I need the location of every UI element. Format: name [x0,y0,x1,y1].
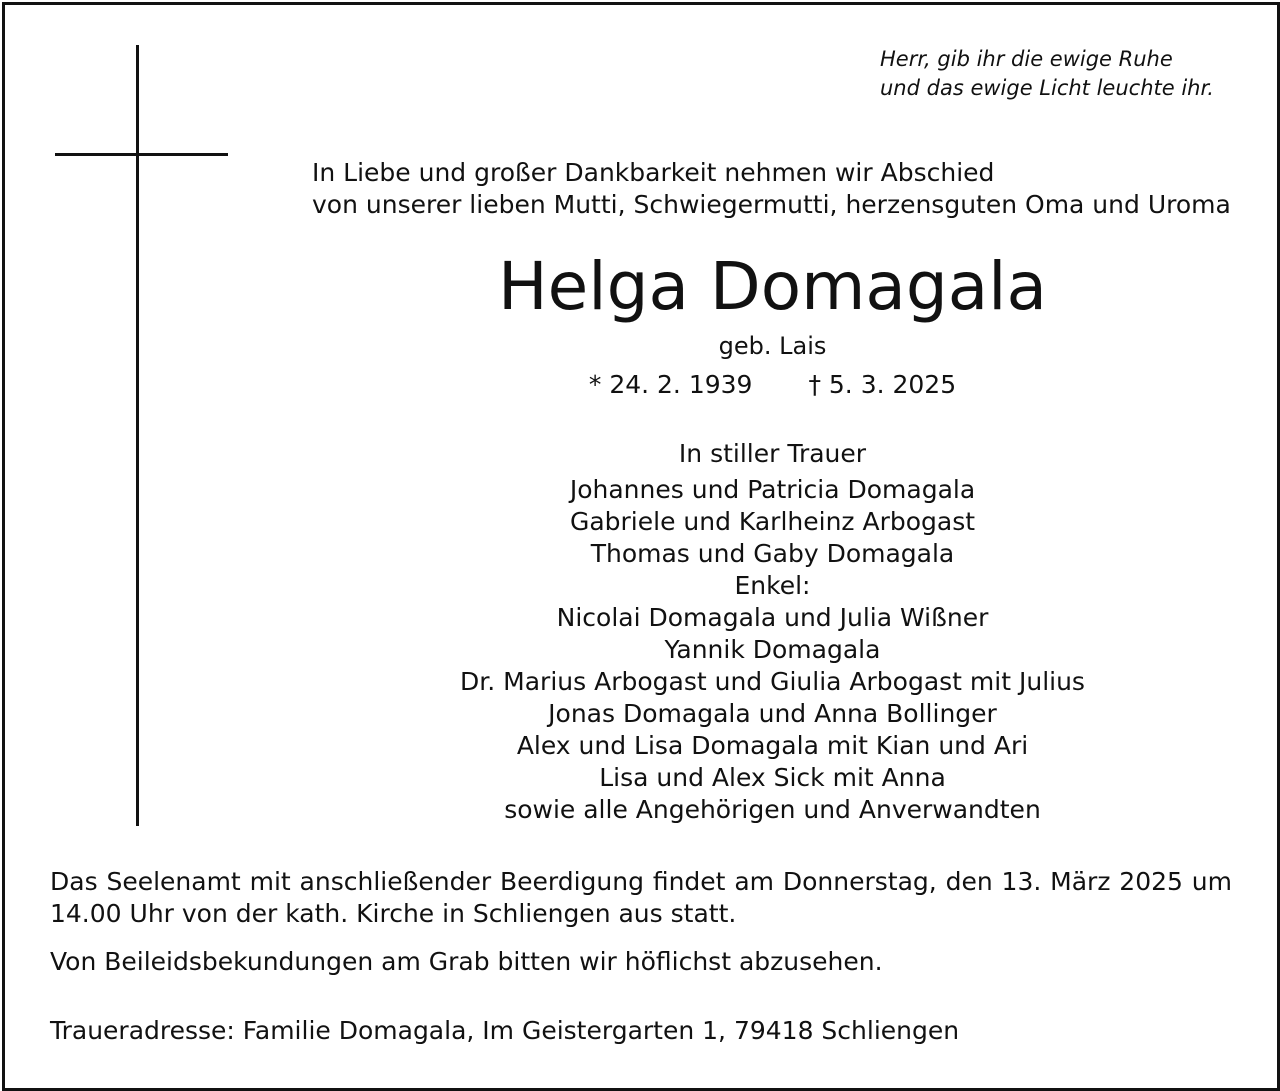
mourner-line: Enkel: [734,571,811,600]
mourner-line: sowie alle Angehörigen und Anverwandten [504,795,1041,824]
cross-vertical-bar [136,45,139,826]
mourner-line: Yannik Domagala [664,635,881,664]
prayer-quote [880,45,1214,103]
life-dates [320,368,1225,402]
intro-line-1: In Liebe und großer Dankbarkeit nehmen wir Abschied [312,158,995,187]
mourner-line: Jonas Domagala und Anna Bollinger [548,699,997,728]
born-name: geb. Lais [718,332,827,360]
service-info: Das Seelenamt mit anschließender Beerdigung findet am Donnerstag, den 13. März 2025 um 14.00 Uhr von der kath. Kirche in Schliengen aus statt. [50,867,1232,928]
mourners-list [320,438,1225,826]
prayer-line-2: und das ewige Licht leuchte ihr. [880,76,1214,100]
deceased-name: Helga Domagala [498,248,1047,325]
condolence-note: Von Beileidsbekundungen am Grab bitten wir höflichst abzusehen. [50,947,883,976]
mourner-line: Alex und Lisa Domagala mit Kian und Ari [516,731,1029,760]
mourners-heading: In stiller Trauer [678,439,867,468]
death-date: † 5. 3. 2025 [808,370,957,399]
mourner-line: Thomas und Gaby Domagala [590,539,955,568]
mourner-line: Nicolai Domagala und Julia Wißner [556,603,989,632]
prayer-line-1: Herr, gib ihr die ewige Ruhe [880,47,1173,71]
birth-date: * 24. 2. 1939 [588,370,753,399]
mourner-line: Dr. Marius Arbogast und Giulia Arbogast mit Julius [460,667,1085,696]
intro-line-2: von unserer lieben Mutti, Schwiegermutti, herzensguten Oma und Uroma [312,190,1231,219]
intro-text [312,157,1231,221]
mourner-line: Gabriele und Karlheinz Arbogast [569,507,976,536]
mourning-address: Traueradresse: Familie Domagala, Im Geistergarten 1, 79418 Schliengen [50,1016,960,1045]
cross-horizontal-bar [55,153,228,156]
mourner-line: Johannes und Patricia Domagala [569,475,976,504]
mourner-line: Lisa und Alex Sick mit Anna [599,763,946,792]
